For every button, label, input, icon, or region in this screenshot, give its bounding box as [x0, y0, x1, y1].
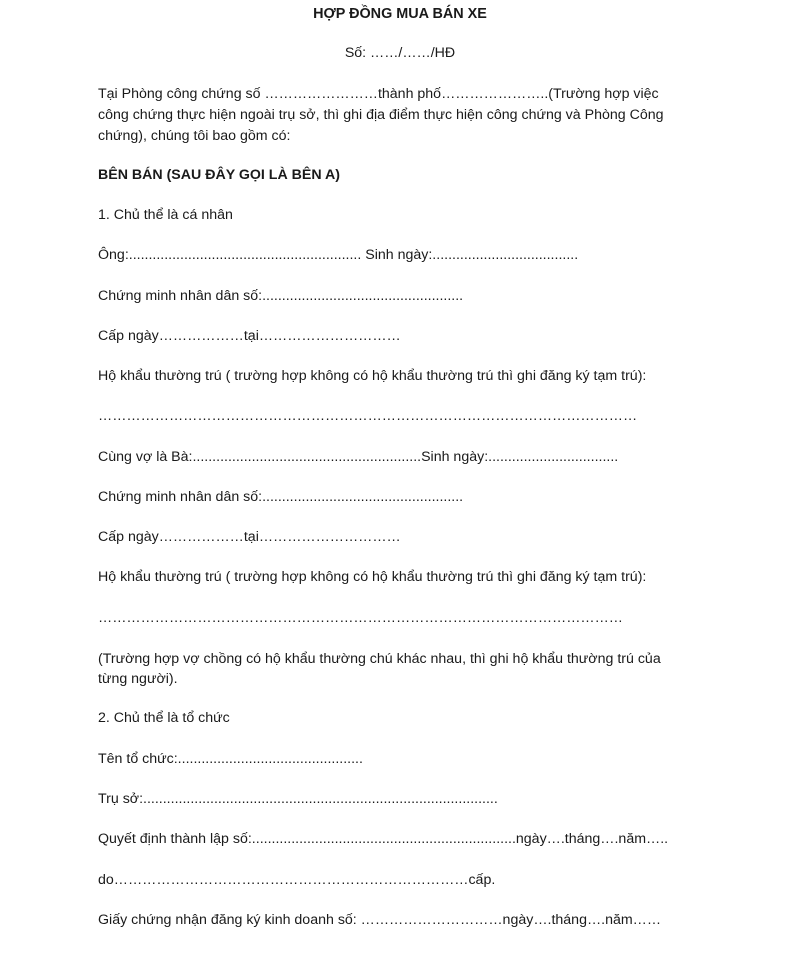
document-title: HỢP ĐỒNG MUA BÁN XE [313, 6, 487, 22]
dots-line-2: ………………………………………………………………………………………………… [98, 610, 623, 626]
cmnd-field-1: Chứng minh nhân dân số:................................................... [98, 288, 464, 304]
vo-ba-field: Cùng vợ là Bà:..........................................................Sinh ngày:................................. [98, 449, 619, 465]
ten-to-chuc-field: Tên tổ chức:............................................... [98, 751, 363, 767]
cmnd-field-2: Chứng minh nhân dân số:................................................... [98, 489, 464, 505]
ho-khau-field-1: Hộ khẩu thường trú ( trường hợp không có hộ khẩu thường trú thì ghi đăng ký tạm trú): [98, 368, 647, 384]
giay-chung-nhan-field: Giấy chứng nhận đăng ký kinh doanh số: …………………………ngày….tháng….năm…… [98, 912, 662, 928]
do-cap-field: do…………………………………………………………………cấp. [98, 872, 496, 888]
cap-ngay-field-1: Cấp ngày………………tại………………………… [98, 328, 401, 344]
tru-so-field: Trụ sở:.......................................................................................... [98, 791, 498, 807]
cap-ngay-field-2: Cấp ngày………………tại………………………… [98, 529, 401, 545]
note-line-1: (Trường hợp vợ chồng có hộ khẩu thường chú khác nhau, thì ghi hộ khẩu thường trú của [98, 651, 661, 667]
intro-line-3: chứng), chúng tôi bao gồm có: [98, 128, 291, 144]
note-line-2: từng người). [98, 671, 178, 687]
party-a-heading: BÊN BÁN (SAU ĐÂY GỌI LÀ BÊN A) [98, 167, 340, 183]
ong-field: Ông:........................................................... Sinh ngày:..................................... [98, 247, 579, 263]
intro-line-2: công chứng thực hiện ngoài trụ sở, thì ghi địa điểm thực hiện công chứng và Phòng Công [98, 107, 664, 123]
quyet-dinh-field: Quyết định thành lập số:...................................................................ngày….tháng….năm….. [98, 831, 669, 847]
contract-number: Số: ……/……/HĐ [344, 45, 456, 61]
ho-khau-field-2: Hộ khẩu thường trú ( trường hợp không có hộ khẩu thường trú thì ghi đăng ký tạm trú): [98, 569, 647, 585]
section-2-heading: 2. Chủ thể là tổ chức [98, 710, 230, 726]
section-1-heading: 1. Chủ thể là cá nhân [98, 207, 233, 223]
dots-line-1: …………………………………………………………………………………………………… [98, 408, 638, 424]
intro-line-1: Tại Phòng công chứng số ……………………thành phố…………………..(Trường hợp việc [98, 86, 659, 102]
